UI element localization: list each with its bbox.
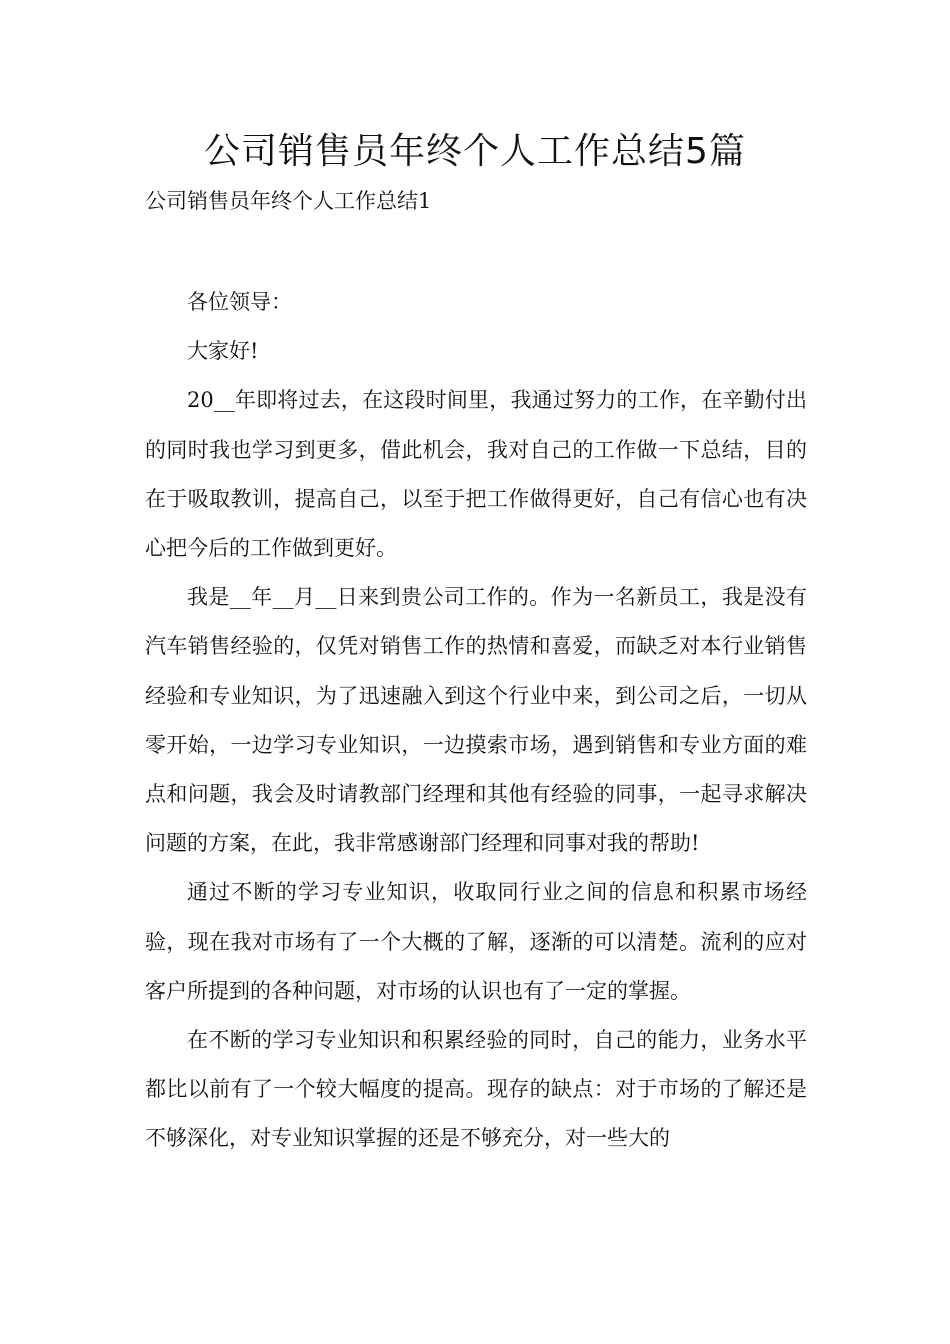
greeting: 大家好! [187,339,259,364]
body-paragraph: 20__年即将过去，在这段时间里，我通过努力的工作，在辛勤付出的同时我也学习到更多，借此机会，我对自己的工作做一下总结，目的在于吸取教训，提高自己，以至于把工作做得更好，自己有信心也有决心把今后的工作做到更好。 [145,388,807,561]
section-heading: 公司销售员年终个人工作总结1 [145,189,432,213]
body-paragraph: 我是__年__月__日来到贵公司工作的。作为一名新员工，我是没有汽车销售经验的，仅凭对销售工作的热情和喜爱，而缺乏对本行业销售经验和专业知识，为了迅速融入到这个行业中来，到公司之后，一切从零开始，一边学习专业知识，一边摸索市场，遇到销售和专业方面的难点和问题，我会及时请教部门经理和其他有经验的同事，一起寻求解决问题的方案，在此，我非常感谢部门经理和同事对我的帮助! [145,585,807,856]
document-title: 公司销售员年终个人工作总结5篇 [204,131,746,172]
body-paragraph: 在不断的学习专业知识和积累经验的同时，自己的能力，业务水平都比以前有了一个较大幅度的提高。现存的缺点：对于市场的了解还是不够深化，对专业知识掌握的还是不够充分，对一些大的 [145,1028,807,1151]
salutation: 各位领导： [187,290,292,314]
document-body [145,278,807,1164]
body-paragraph: 通过不断的学习专业知识，收取同行业之间的信息和积累市场经验，现在我对市场有了一个大概的了解，逐渐的可以清楚。流利的应对客户所提到的各种问题，对市场的认识也有了一定的掌握。 [145,880,807,1003]
